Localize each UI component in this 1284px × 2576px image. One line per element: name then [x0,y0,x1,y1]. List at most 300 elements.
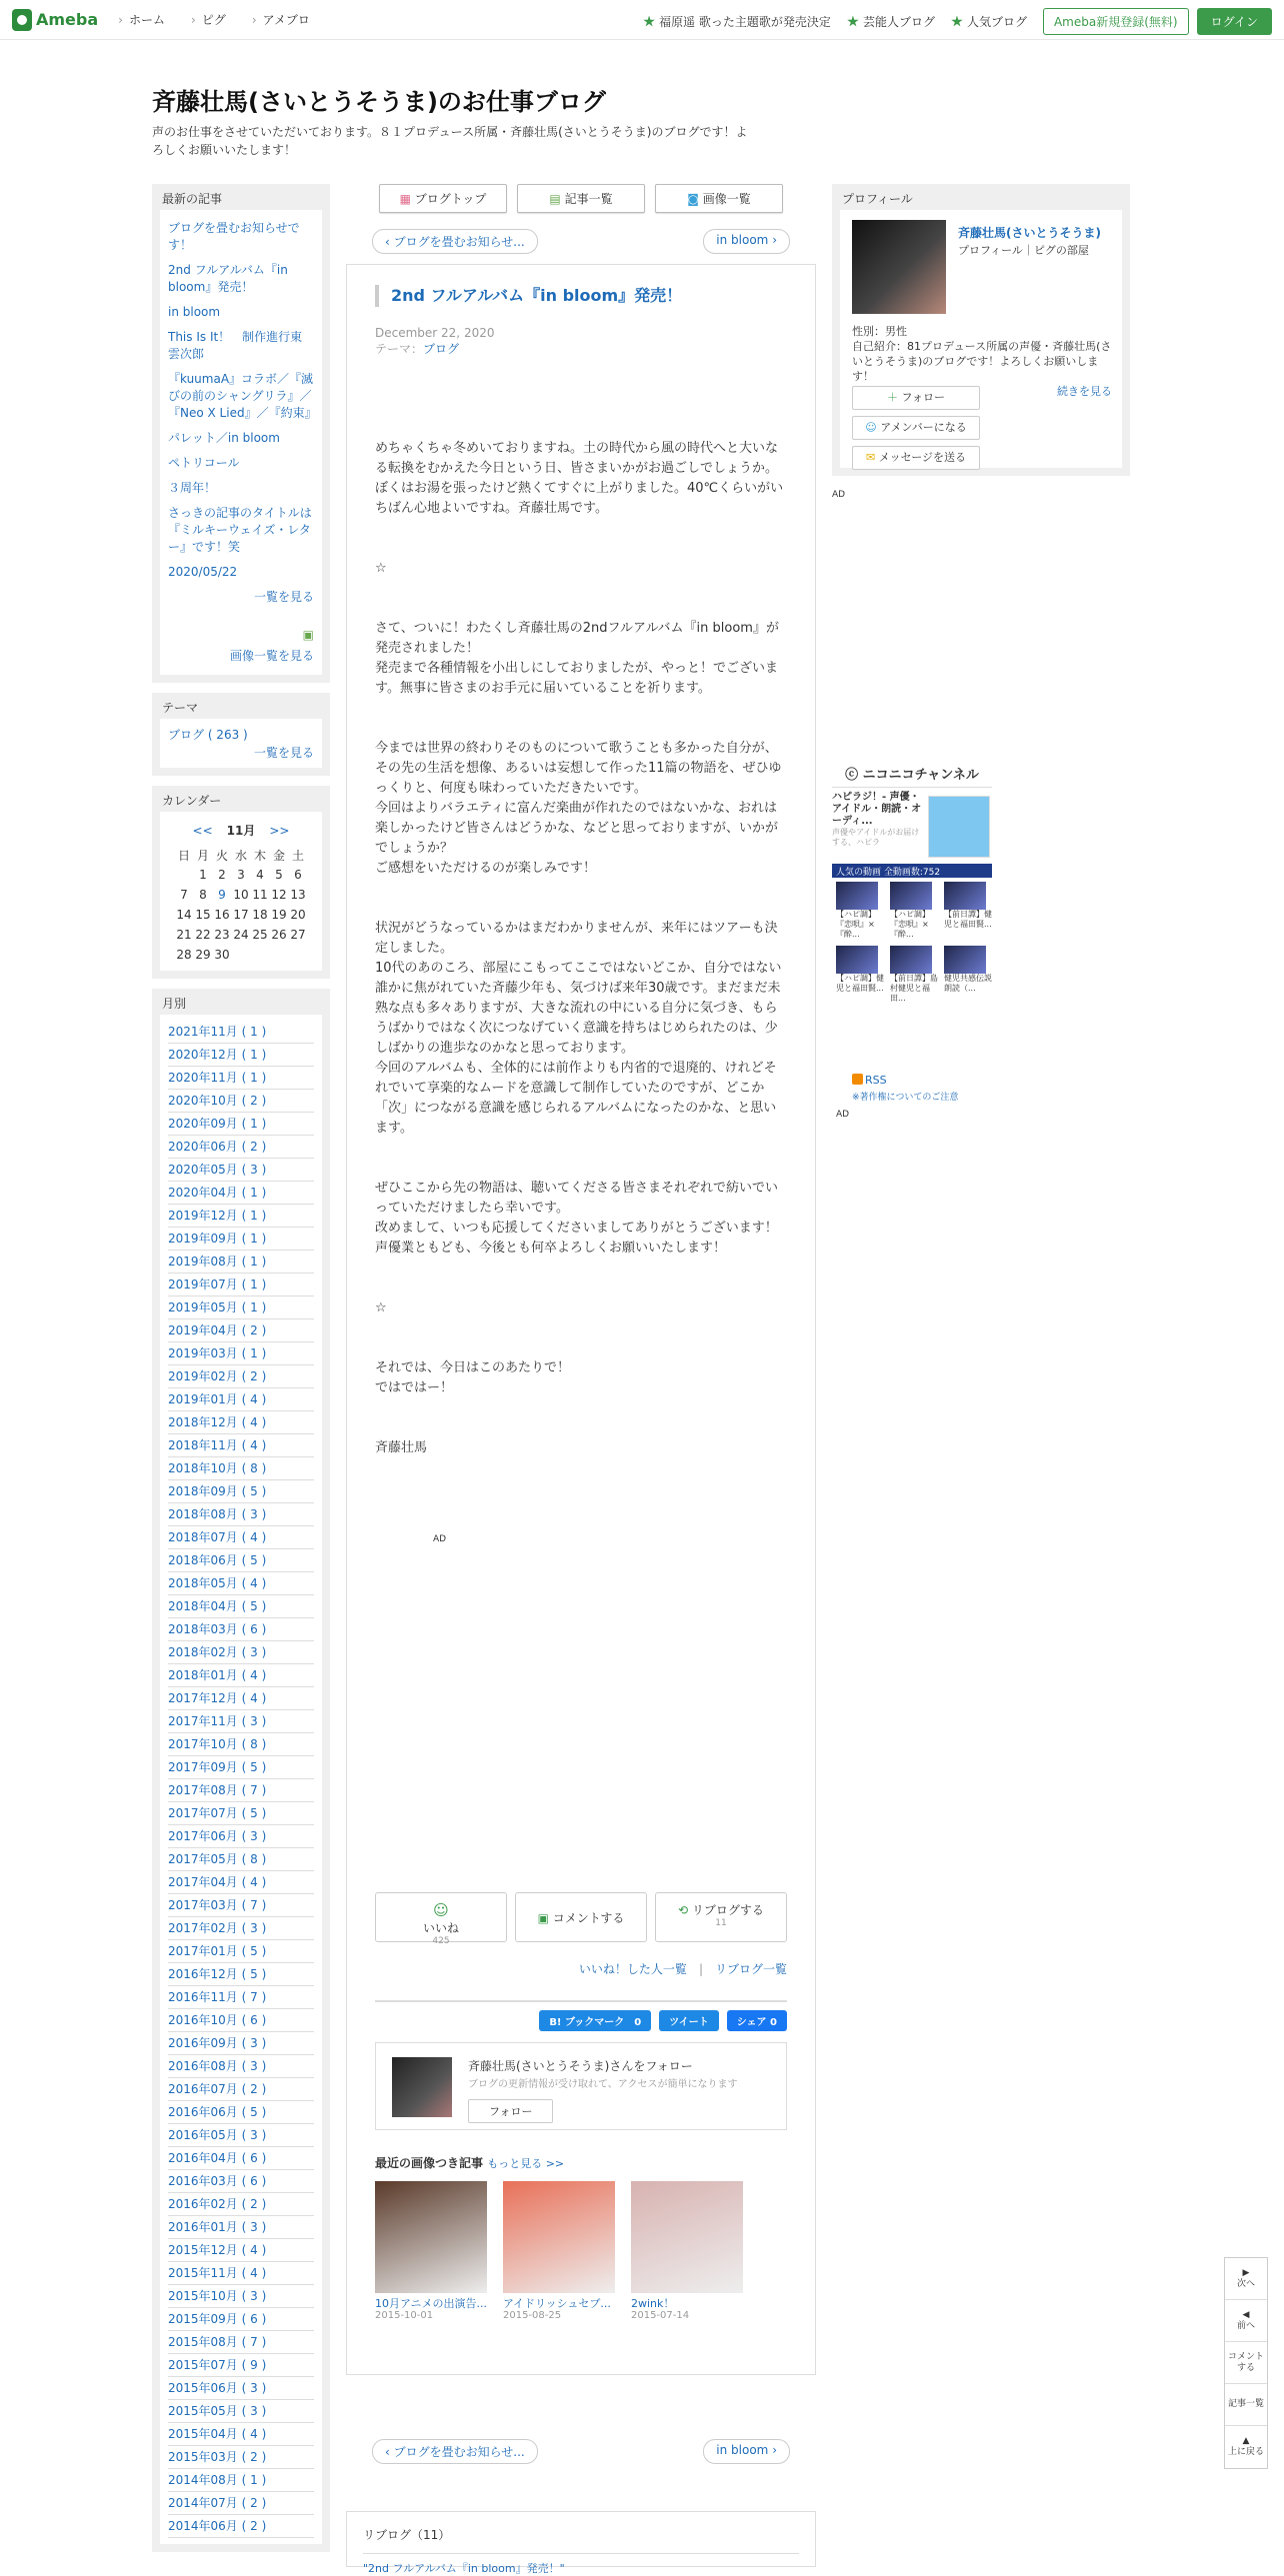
next-label: in bloom [716,2443,769,2457]
calendar-day: 29 [195,948,211,962]
theme-link[interactable]: ブログ [423,342,460,356]
video-item[interactable] [836,882,884,940]
recent-article-link[interactable]: ブログを畳むお知らせです！ [168,221,300,252]
calendar-prev[interactable]: << [192,824,213,838]
month-archive-link[interactable]: 2015年06月 ( 3 ) [168,2377,314,2400]
month-archive-link[interactable]: 2014年08月 ( 1 ) [168,2469,314,2492]
article-paragraph: ご感想をいただけるのが楽しみです！ [375,861,597,876]
calendar-weekday: 日 [177,848,190,863]
tab-label: 画像一覧 [702,192,751,206]
month-archive-link[interactable]: 2020年09月 ( 1 ) [168,1113,314,1136]
calendar-empty [270,945,289,965]
video-item[interactable] [890,946,938,1004]
divider [375,2000,787,2002]
article-actions [375,1892,787,1946]
month-archive-link[interactable]: 2019年04月 ( 2 ) [168,1319,314,1342]
celeb-blog-link[interactable] [847,13,935,30]
nav-ameblo[interactable]: › アメブロ [252,11,310,28]
side-nav-label: 次へ [1236,2278,1255,2289]
month-archive-link[interactable]: 2015年03月 ( 2 ) [168,2446,314,2469]
article-paragraph: ぜひここから先の物語は、聴いてくださる皆さまそれぞれで紡いでいっていただけましたら幸いです。 [375,1181,779,1216]
article-paragraph [375,1279,787,1298]
ad-label: AD [832,490,846,500]
month-archive-link[interactable]: 2018年01月 ( 4 ) [168,1664,314,1687]
reblog-button[interactable] [655,1892,787,1942]
article-paragraph: 改めまして、いつも応援してくださいましてありがとうございます！ [375,1221,778,1236]
month-archive-link[interactable]: 2019年05月 ( 1 ) [168,1296,314,1319]
calendar-day: 6 [294,868,302,882]
prev-label: ブログを畳むお知らせ... [393,2445,525,2459]
month-archive-link[interactable]: 2018年03月 ( 6 ) [168,1618,314,1641]
recent-image-title [375,2154,787,2171]
video-title[interactable]: 【前日譚】島村健児と福田... [890,974,938,1003]
thumbnail-image[interactable] [503,2181,615,2293]
month-archive-link[interactable]: 2017年10月 ( 8 ) [168,1733,314,1756]
video-title[interactable]: 【前日譚】健児と福田賢... [944,910,992,929]
like-button[interactable] [375,1892,507,1946]
calendar-day: 30 [214,948,230,962]
next-article-button[interactable]: in bloom › [703,229,790,254]
mail-icon: ✉ [865,451,879,464]
comment-button[interactable] [515,1892,647,1942]
calendar-day: 26 [271,928,287,942]
thumbnail-image[interactable] [631,2181,743,2293]
theme-more-link[interactable]: 一覧を見る [253,746,314,760]
reblog-list-link[interactable]: リブログ一覧 [714,1962,787,1976]
calendar-day: 19 [271,908,287,922]
profile-intro: 自己紹介：81プロデュース所属の声優・斉藤壮馬(さいとうそうま)のブログです！よろしくお願いします！ [852,340,1112,383]
profile-name[interactable]: 斉藤壮馬(さいとうそうま) [958,226,1101,240]
month-archive-link[interactable]: 2017年03月 ( 7 ) [168,1894,314,1917]
month-archive-link[interactable]: 2018年07月 ( 4 ) [168,1526,314,1549]
calendar-day: 23 [214,928,230,942]
month-archive-link[interactable]: 2017年07月 ( 5 ) [168,1802,314,1825]
month-archive-link[interactable]: 2015年12月 ( 4 ) [168,2239,314,2262]
popular-blog-link[interactable] [951,13,1027,30]
like-count: 425 [432,1936,450,1946]
side-nav-3[interactable] [1225,2384,1267,2426]
video-thumbnail[interactable] [836,946,878,974]
recent-article-link[interactable]: ペトリコール [168,456,240,470]
calendar-day: 1 [199,868,207,882]
more-links [168,585,314,669]
ameba-logo[interactable] [12,9,98,31]
rss-label: RSS [865,1074,887,1087]
month-archive-link[interactable]: 2018年09月 ( 5 ) [168,1480,314,1503]
reblog-item[interactable]: "2nd フルアルバム『in bloom』発売！" [363,2553,799,2576]
article-paragraph: 今回はよりバラエティに富んだ楽曲が作れたのではないかな、おれは楽しかったけど皆さんはどうかな、などと思っておりますが、いかがでしょうか？ [375,801,779,856]
rss-link[interactable] [852,1074,887,1087]
login-button[interactable]: ログイン [1197,8,1272,35]
month-archive-link[interactable]: 2020年04月 ( 1 ) [168,1182,314,1205]
month-archive-link[interactable]: 2017年04月 ( 4 ) [168,1871,314,1894]
reblog-count: 11 [715,1918,727,1928]
comment-icon: ▣ [537,1911,553,1925]
article-paragraph [375,1159,787,1179]
month-archive-link[interactable]: 2018年12月 ( 4 ) [168,1411,314,1434]
article-paragraph [375,879,787,899]
calendar-day: 20 [290,908,306,922]
calendar-empty [289,945,308,965]
prev-article-button[interactable]: ‹ ブログを畳むお知らせ... [372,229,538,254]
calendar-day: 18 [252,908,268,922]
calendar-day: 4 [256,868,264,882]
image-icon: ▣ [302,628,314,642]
month-archive-link[interactable]: 2015年10月 ( 3 ) [168,2285,314,2308]
article-paragraph [375,719,787,739]
month-archive-link[interactable]: 2015年07月 ( 9 ) [168,2354,314,2377]
article-theme [375,341,787,357]
month-archive-link[interactable]: 2018年08月 ( 3 ) [168,1503,314,1526]
tab-blog-top[interactable] [379,184,507,213]
tab-label: ブログトップ [414,192,487,206]
side-nav-1[interactable] [1225,2300,1267,2342]
article-paragraph: ぼくはお湯を張ったけど熱くてすぐに上がりました。40℃くらいがいちばん心地よいですね。斉藤壮馬です。 [375,481,784,516]
calendar-day: 27 [290,928,306,942]
article-paragraph [375,1398,787,1418]
recent-article-link[interactable]: This Is It！ 制作進行東雲次郎 [168,330,303,361]
recent-article-link[interactable]: 2020/05/22 [168,565,238,579]
niconico-widget [832,760,992,1090]
tab-label: 記事一覧 [564,192,613,206]
article-paragraph [375,1139,787,1159]
recent-article-link[interactable]: さっきの記事のタイトルは『ミルキーウェイズ・レター』です！笑 [168,506,312,554]
calendar-day: 3 [237,868,245,882]
month-archive-link[interactable]: 2019年02月 ( 2 ) [168,1365,314,1388]
recent-article-link[interactable]: 2nd フルアルバム『in bloom』発売！ [168,263,288,294]
month-archive-link[interactable]: 2017年06月 ( 3 ) [168,1825,314,1848]
side-nav-0[interactable] [1225,2258,1267,2300]
article-paragraph [375,1318,787,1338]
message-button[interactable] [852,446,980,470]
top-bar [0,0,1284,40]
side-nav-label: コメントする [1227,2351,1264,2373]
month-archive-link[interactable]: 2020年06月 ( 2 ) [168,1136,314,1159]
reblog-icon: ⟲ [678,1903,692,1917]
news-link-label: 福原遥 歌った主題歌が発売決定 [659,15,831,29]
month-archive-link[interactable]: 2018年02月 ( 3 ) [168,1641,314,1664]
article-paragraph [375,1338,787,1358]
nav-home[interactable]: › ホーム [118,11,165,28]
next-article-button[interactable]: in bloom › [703,2439,790,2464]
main-column [346,184,816,2375]
author-avatar[interactable] [392,2057,452,2117]
video-title[interactable]: 【ハピ調】『恋唄』×『酔... [890,910,930,939]
video-title[interactable]: 【ハピ調】健児と福田賢... [836,974,884,993]
message-label: メッセージを送る [878,451,967,464]
profile-avatar[interactable] [852,220,946,314]
calendar-empty [175,865,194,885]
article-paragraph: 10代のあのころ、部屋にこもってここではないどこか、自分ではない誰かに焦がれていた斉藤少年も、気づけば来年30歳です。まだまだ未熟な点も多々ありますが、大きな流れの中にいる自分に気づき、もらうばかりではなく次につなげていく意識を持ちはじめられたのは、少しばかりの進歩なのかなと思っております。 [375,961,782,1056]
channel-title[interactable]: ハピラジ！- 声優・アイドル・朗読・オーディ... [832,792,922,827]
recent-article-link[interactable]: in bloom [168,305,221,319]
video-thumbnail[interactable] [890,946,932,974]
calendar-day: 25 [252,928,268,942]
month-archive-link[interactable]: 2020年12月 ( 1 ) [168,1044,314,1067]
monthly-archive-list [160,1015,322,2544]
month-archive-link[interactable]: 2017年09月 ( 5 ) [168,1756,314,1779]
month-archive-link[interactable]: 2016年09月 ( 3 ) [168,2032,314,2055]
calendar-day: 5 [275,868,283,882]
month-archive-link[interactable]: 2017年11月 ( 3 ) [168,1710,314,1733]
article-paragraph: 今回のアルバムも、全体的には前作よりも内省的で退廃的、けれどそれでいて享楽的なムードを意識して制作していたのですが、どこか「次」につながる意識を感じられるアルバムになったのかな、と思います。 [375,1061,777,1136]
article-paragraph [375,699,787,719]
calendar-day: 16 [214,908,230,922]
calendar-day: 13 [290,888,306,902]
month-archive-link[interactable]: 2019年12月 ( 1 ) [168,1205,314,1228]
calendar-day: 2 [218,868,226,882]
month-archive-link[interactable]: 2018年10月 ( 8 ) [168,1457,314,1480]
calendar-grid [175,845,308,965]
users-icon: ☺ [865,421,881,434]
blog-header [152,82,1132,159]
calendar-next[interactable]: >> [269,824,290,838]
month-archive-link[interactable]: 2016年11月 ( 7 ) [168,1986,314,2009]
thumbnail-caption[interactable]: 10月アニメの出演告... [375,2297,487,2310]
follow-subtext: ブログの更新情報が受け取れて、アクセスが簡単になります [468,2079,738,2090]
calendar-weekday: 火 [215,848,228,863]
month-archive-link[interactable]: 2020年10月 ( 2 ) [168,1090,314,1113]
thumbnail-caption[interactable]: 2wink！ [631,2297,675,2310]
month-archive-link[interactable]: 2019年08月 ( 1 ) [168,1251,314,1274]
niconico-header[interactable] [832,760,992,788]
global-nav [118,11,336,28]
video-thumbnail[interactable] [944,946,986,974]
theme-item-blog[interactable]: ブログ ( 263 ) [168,728,248,742]
calendar-day: 21 [176,928,192,942]
recent-image-more[interactable]: もっと見る >> [487,2157,565,2170]
thumbnail-caption[interactable]: アイドリッシュセブ... [503,2297,611,2310]
follow-name: 斉藤壮馬(さいとうそうま)さんをフォロー [468,2059,693,2073]
right-sidebar [832,184,1130,1120]
follow-box [375,2042,787,2130]
like-links: いいね！した人一覧 | リブログ一覧 [578,1962,787,1976]
recent-article-link[interactable]: 『kuumaA』コラボ／『滅びの前のシャングリラ』／『Neo X Lied』／『約束』 [168,372,317,420]
tweet-button[interactable]: ツイート [659,2010,719,2031]
calendar-weekday: 土 [291,848,304,863]
video-item[interactable] [890,882,938,940]
liked-users-link[interactable]: いいね！した人一覧 [578,1962,687,1976]
register-button[interactable]: Ameba新規登録(無料) [1043,8,1189,35]
follow-button[interactable] [852,386,980,410]
article-paragraph [375,519,787,539]
calendar-day: 24 [233,928,249,942]
month-archive-link[interactable]: 2016年12月 ( 5 ) [168,1963,314,1986]
recent-article-link[interactable]: ３周年！ [168,481,217,495]
smile-icon: ☺ [433,1901,449,1919]
month-archive-link[interactable]: 2018年11月 ( 4 ) [168,1434,314,1457]
blog-tabs [346,184,816,213]
month-archive-link[interactable]: 2019年03月 ( 1 ) [168,1342,314,1365]
month-archive-link[interactable]: 2018年04月 ( 5 ) [168,1595,314,1618]
camera-icon: ◙ [687,192,703,206]
panel-title: プロフィール [842,192,913,206]
thumbnail-item[interactable] [631,2181,743,2321]
theme-panel [152,693,330,776]
month-archive-link[interactable]: 2015年11月 ( 4 ) [168,2262,314,2285]
month-archive-link[interactable]: 2018年06月 ( 5 ) [168,1549,314,1572]
rss-icon [852,1074,863,1085]
recent-image-articles [375,2154,787,2321]
thumbnail-date: 2015-07-14 [631,2310,690,2321]
bottom-pager [346,2439,816,2464]
theme-label: テーマ： [375,342,424,356]
nav-pigg[interactable]: › ピグ [191,11,226,28]
side-nav-4[interactable] [1225,2426,1267,2468]
comment-label: コメントする [552,1911,625,1925]
hatena-bookmark-button[interactable]: B! ブックマーク 0 [539,2010,651,2031]
logo-text: Ameba [36,10,99,29]
month-archive-link[interactable]: 2016年07月 ( 2 ) [168,2078,314,2101]
month-archive-link[interactable]: 2019年09月 ( 1 ) [168,1228,314,1251]
month-archive-link[interactable]: 2021年11月 ( 1 ) [168,1021,314,1044]
article-paragraph [375,899,787,919]
month-archive-link[interactable]: 2015年04月 ( 4 ) [168,2423,314,2446]
month-archive-link[interactable]: 2016年08月 ( 3 ) [168,2055,314,2078]
month-archive-link[interactable]: 2016年05月 ( 3 ) [168,2124,314,2147]
month-archive-link[interactable]: 2016年04月 ( 6 ) [168,2147,314,2170]
month-archive-link[interactable]: 2017年01月 ( 5 ) [168,1940,314,1963]
side-nav-2[interactable] [1225,2342,1267,2384]
tab-article-list[interactable] [517,184,645,213]
star-icon [643,16,655,28]
floating-side-nav [1224,2257,1268,2469]
calendar-day: 14 [176,908,192,922]
blog-title[interactable]: 斉藤壮馬(さいとうそうま)のお仕事ブログ [152,88,606,116]
thumbnail-image[interactable] [375,2181,487,2293]
thumbnail-item[interactable] [503,2181,615,2321]
month-archive-link[interactable]: 2017年08月 ( 7 ) [168,1779,314,1802]
next-icon: ▶ [1242,2267,1250,2278]
calendar-day[interactable]: 9 [218,888,226,902]
video-title[interactable]: 健児共感伝説 朗読（... [944,974,992,993]
side-nav-label: 記事一覧 [1227,2399,1264,2409]
month-archive-link[interactable]: 2020年11月 ( 1 ) [168,1067,314,1090]
month-archive-link[interactable]: 2019年01月 ( 4 ) [168,1388,314,1411]
month-archive-link[interactable]: 2020年05月 ( 3 ) [168,1159,314,1182]
reblog-title: リブログ（11） [363,2528,451,2542]
monthly-archive-panel [152,989,330,2552]
month-archive-link[interactable]: 2016年01月 ( 3 ) [168,2216,314,2239]
article-paragraph [375,599,787,619]
amember-label: アメンバーになる [880,421,967,434]
article-title[interactable]: 2nd フルアルバム『in bloom』発売！ [375,285,787,307]
document-icon: ▤ [549,192,565,206]
ameba-logo-icon [12,9,32,31]
month-archive-link[interactable]: 2014年07月 ( 2 ) [168,2492,314,2515]
left-sidebar [152,184,330,2562]
calendar-day: 10 [233,888,249,902]
amember-button[interactable] [852,416,980,440]
month-archive-link[interactable]: 2016年03月 ( 6 ) [168,2170,314,2193]
calendar-panel [152,786,330,979]
month-archive-link[interactable]: 2018年05月 ( 4 ) [168,1572,314,1595]
article-paragraph: それでは、今日はこのあたりで！ [375,1360,571,1375]
calendar-icon: ▦ [399,192,415,206]
calendar-day: 7 [180,888,188,902]
article-paragraph [375,579,787,599]
thumbnail-date: 2015-10-01 [375,2310,434,2321]
calendar-day: 11 [252,888,268,902]
prev-article-button[interactable]: ‹ ブログを畳むお知らせ... [372,2439,538,2464]
video-grid [836,882,992,1004]
side-nav-label: 前へ [1236,2320,1255,2331]
month-archive-link[interactable]: 2015年05月 ( 3 ) [168,2400,314,2423]
article-paragraph: 声優業ともども、今後とも何卒よろしくお願いいたします！ [375,1241,727,1256]
video-thumbnail[interactable] [836,882,878,910]
copyright-link[interactable] [852,1090,958,1103]
video-thumbnail[interactable] [944,882,986,910]
month-archive-link[interactable]: 2017年12月 ( 4 ) [168,1687,314,1710]
month-archive-link[interactable]: 2015年09月 ( 6 ) [168,2308,314,2331]
right-nav [643,8,1272,35]
recent-articles-list [160,210,322,675]
panel-title: 最新の記事 [162,192,223,206]
profile-links[interactable]: プロフィール｜ピグの部屋 [958,244,1089,257]
tab-image-list[interactable] [655,184,783,213]
thumbnail-list [375,2181,787,2321]
video-title[interactable]: 【ハピ調】『恋唄』×『酔... [836,910,876,939]
news-link[interactable] [643,13,831,30]
calendar-weekday: 木 [253,848,266,863]
like-label: いいね [422,1921,459,1935]
niconico-logo-icon: ⓒ [845,768,863,783]
image-list-link[interactable]: 画像一覧を見る [229,649,314,663]
month-archive-link[interactable]: 2016年10月 ( 6 ) [168,2009,314,2032]
calendar-day: 17 [233,908,249,922]
article-paragraph: ではではー！ [375,1380,454,1395]
profile-gender: 性別：男性 [852,325,907,338]
profile-more-link[interactable]: 続きを見る [1057,385,1112,398]
month-archive-link[interactable]: 2019年07月 ( 1 ) [168,1274,314,1296]
calendar-day: 8 [199,888,207,902]
video-item[interactable] [944,946,992,1004]
article-paragraph: 今までは世界の終わりそのものについて歌うことも多かった自分が、その先の生活を想像、あるいは妄想して作った11篇の物語を、ぜひゆっくりと、何度も味わっていただきたいです。 [375,741,782,796]
recent-article-link[interactable]: パレット／in bloom [168,431,280,445]
article-paragraph: さて、ついに！わたくし斉藤壮馬の2ndフルアルバム『in bloom』が発売されました！ [375,621,779,656]
article-paragraph: 発売まで各種情報を小出しにしておりましたが、やっと！でございます。無事に皆さまのお手元に届いていることを祈ります。 [375,661,779,696]
month-archive-link[interactable]: 2014年06月 ( 2 ) [168,2515,314,2538]
facebook-share-button[interactable]: シェア 0 [727,2010,787,2031]
popular-blog-label: 人気ブログ [966,15,1027,29]
niconico-header-label: ニコニコチャンネル [862,768,979,783]
month-archive-link[interactable]: 2015年08月 ( 7 ) [168,2331,314,2354]
thumbnail-item[interactable] [375,2181,487,2321]
panel-title: テーマ [162,701,199,715]
month-archive-link[interactable]: 2016年06月 ( 5 ) [168,2101,314,2124]
video-item[interactable] [944,882,992,940]
crown-icon [847,16,859,28]
calendar-weekday: 水 [234,848,247,863]
celeb-blog-label: 芸能人ブログ [862,15,935,29]
reblog-label: リブログする [691,1903,764,1917]
month-archive-link[interactable]: 2017年05月 ( 8 ) [168,1848,314,1871]
profile-buttons [852,386,1112,470]
channel-banner[interactable] [928,796,990,858]
follow-button[interactable]: フォロー [468,2099,553,2123]
recent-articles-panel [152,184,330,683]
video-item[interactable] [836,946,884,1004]
recent-more-link[interactable]: 一覧を見る [253,590,314,604]
reblog-box [346,2511,816,2575]
next-label: in bloom [716,233,769,247]
article-paragraph [375,1259,787,1279]
video-thumbnail[interactable] [890,882,932,910]
month-archive-link[interactable]: 2017年02月 ( 3 ) [168,1917,314,1940]
follow-label: フォロー [901,391,945,404]
month-archive-link[interactable]: 2016年02月 ( 2 ) [168,2193,314,2216]
prev-label: ブログを畳むお知らせ... [393,235,525,249]
